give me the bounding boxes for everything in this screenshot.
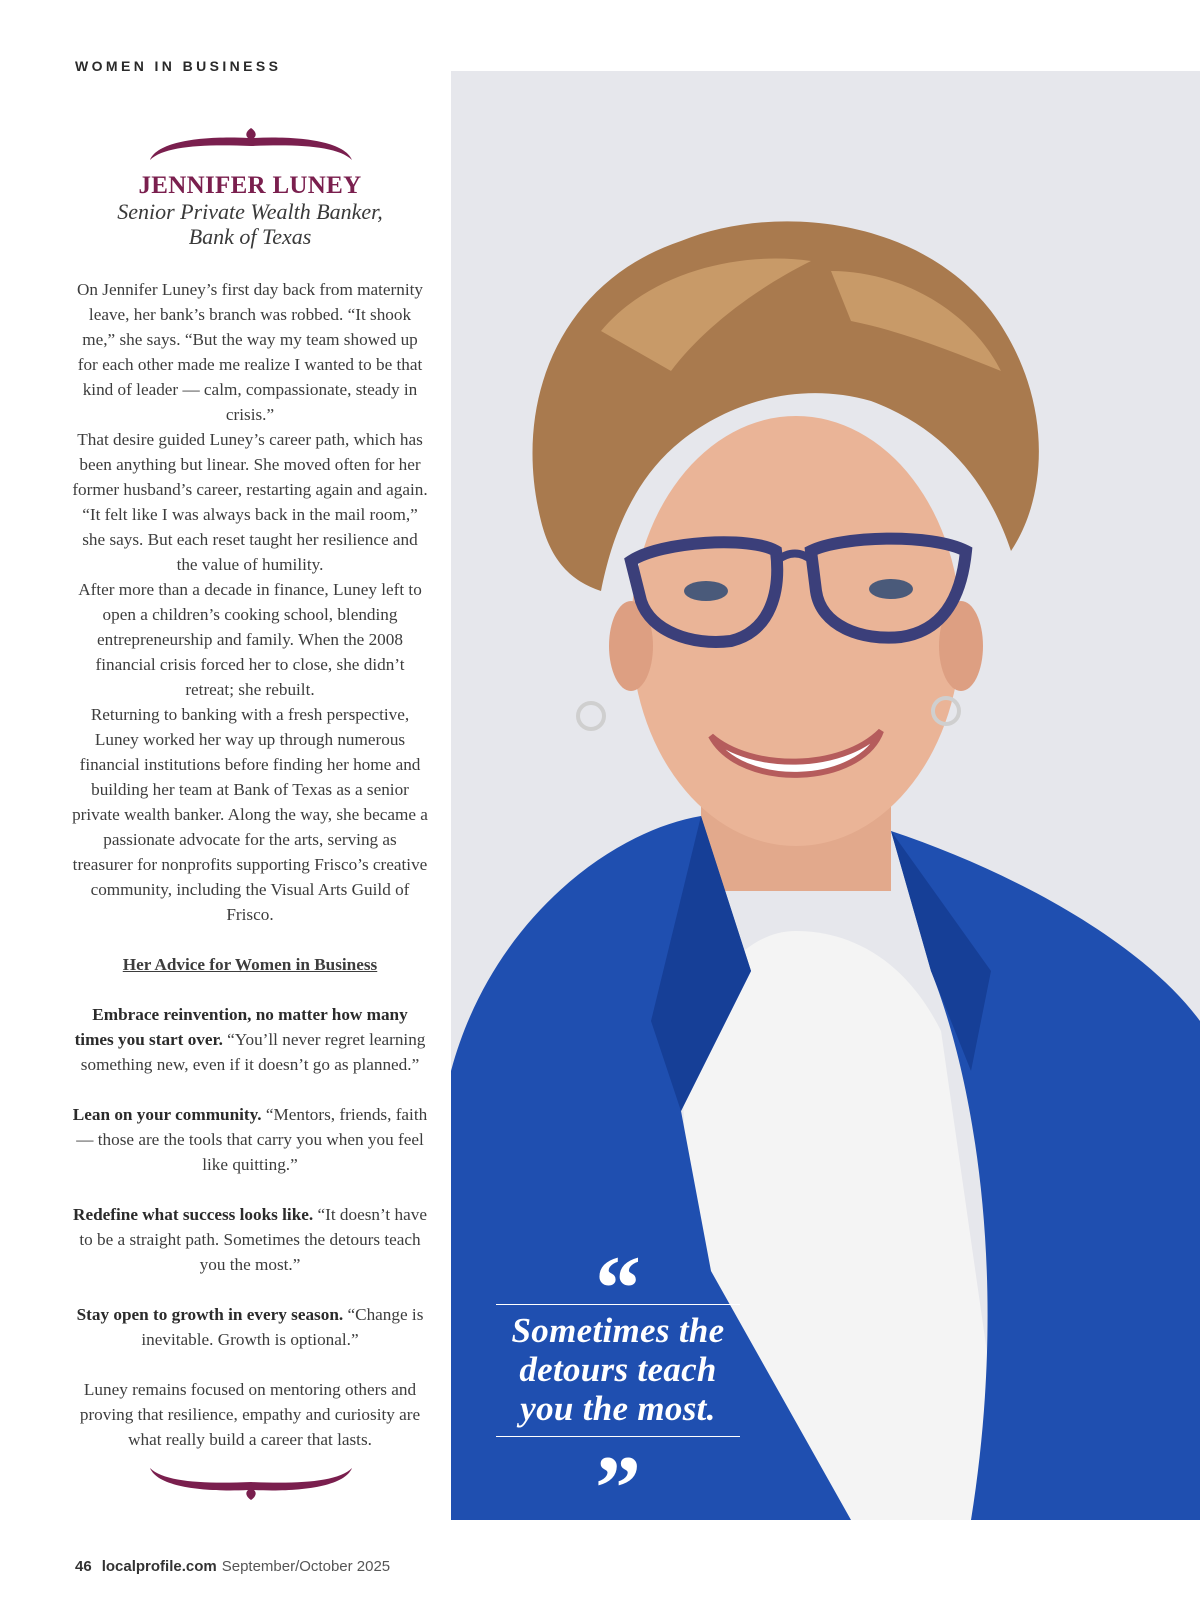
advice-lead: Lean on your community. <box>72 1105 262 1124</box>
article-paragraph: Returning to banking with a fresh perspective, Luney worked her way up through numerous financial institutions before finding her home and building her team at Bank of Texas as a senior private wealth banker. Along the way, she became a passionate advocate for the arts, serving as treasurer for nonprofits supporting Frisco’s creative community, including the Visual Arts Guild of Frisco. <box>72 705 428 924</box>
section-label: WOMEN IN BUSINESS <box>75 58 282 74</box>
article-body <box>72 277 428 1452</box>
top-flourish-ornament <box>148 126 354 166</box>
open-quote-mark: “ <box>595 1237 641 1339</box>
article-paragraph: After more than a decade in finance, Luney left to open a children’s cooking school, blending entrepreneurship and family. When the 2008 financial crisis forced her to close, she didn’t retreat; she rebuilt. <box>78 580 422 699</box>
advice-heading: Her Advice for Women in Business <box>122 955 378 974</box>
advice-quote: “It doesn’t have to be a straight path. Sometimes the detours teach you the most.” <box>79 1205 427 1274</box>
advice-lead: Embrace reinvention, no matter how many times you start over. <box>74 1005 408 1049</box>
advice-quote: “Mentors, friends, faith — those are the tools that carry you when you feel like quitting.” <box>76 1105 428 1174</box>
advice-lead: Redefine what success looks like. <box>73 1205 314 1224</box>
advice-item <box>72 1202 428 1277</box>
page-number: 46 <box>75 1558 92 1575</box>
site-link[interactable]: localprofile.com <box>101 1558 217 1575</box>
advice-item <box>72 1302 428 1352</box>
profile-title-line1: Senior Private Wealth Banker, <box>117 199 383 224</box>
article-paragraph: On Jennifer Luney’s first day back from maternity leave, her bank’s branch was robbed. “It shook me,” she says. “But the way my team showed up for each other made me realize I wanted to be that kind of leader — calm, compassionate, steady in crisis.” <box>76 280 424 424</box>
pull-quote <box>496 1237 740 1539</box>
profile-name: JENNIFER LUNEY <box>138 172 362 199</box>
advice-quote: “You’ll never regret learning something new, even if it doesn’t go as planned.” <box>80 1030 426 1074</box>
close-quote-mark: ” <box>595 1437 641 1539</box>
pull-quote-line: detours teach <box>519 1350 717 1389</box>
profile-title-line2: Bank of Texas <box>188 224 312 249</box>
advice-item <box>72 1002 428 1077</box>
profile-title <box>60 199 440 249</box>
advice-lead: Stay open to growth in every season. <box>76 1305 344 1324</box>
page-footer <box>75 1558 390 1575</box>
article-paragraph: That desire guided Luney’s career path, which has been anything but linear. She moved often for her former husband’s career, restarting again and again. “It felt like I was always back in the mail room,” she says. But each reset taught her resilience and the value of humility. <box>72 430 428 574</box>
pull-quote-text <box>496 1305 740 1436</box>
advice-item <box>72 1102 428 1177</box>
pull-quote-line: Sometimes the <box>511 1311 725 1350</box>
advice-quote: “Change is inevitable. Growth is optional.” <box>141 1305 424 1349</box>
issue-date: September/October 2025 <box>221 1558 391 1575</box>
closing-paragraph: Luney remains focused on mentoring others and proving that resilience, empathy and curiosity are what really build a career that lasts. <box>79 1380 421 1449</box>
pull-quote-line: you the most. <box>520 1389 716 1428</box>
bottom-flourish-ornament <box>148 1462 354 1502</box>
